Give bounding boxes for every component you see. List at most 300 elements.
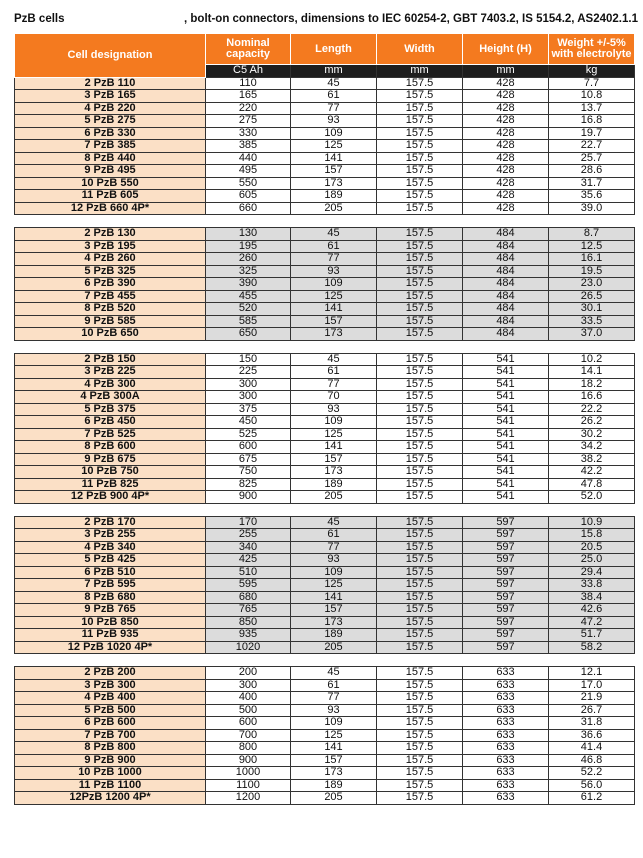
height-cell: 633 (463, 779, 549, 792)
cell-designation-cell: 10 PzB 550 (15, 177, 206, 190)
nominal-capacity-cell: 1200 (206, 792, 291, 805)
table-row (15, 240, 635, 253)
length-cell: 189 (291, 190, 377, 203)
width-cell: 157.5 (377, 253, 463, 266)
length-cell: 45 (291, 77, 377, 90)
weight-cell: 10.8 (549, 90, 635, 103)
length-cell: 173 (291, 616, 377, 629)
width-cell: 157.5 (377, 165, 463, 178)
width-cell: 157.5 (377, 779, 463, 792)
width-cell: 157.5 (377, 152, 463, 165)
length-cell: 45 (291, 353, 377, 366)
height-cell: 541 (463, 378, 549, 391)
nominal-capacity-cell: 275 (206, 115, 291, 128)
width-cell: 157.5 (377, 391, 463, 404)
weight-cell: 10.9 (549, 516, 635, 529)
weight-cell: 20.5 (549, 541, 635, 554)
weight-cell: 39.0 (549, 202, 635, 215)
height-cell: 484 (463, 303, 549, 316)
width-cell: 157.5 (377, 366, 463, 379)
weight-cell: 16.1 (549, 253, 635, 266)
table-row (15, 679, 635, 692)
nominal-capacity-cell: 520 (206, 303, 291, 316)
length-cell: 93 (291, 554, 377, 567)
cell-designation-cell: 10 PzB 750 (15, 466, 206, 479)
cell-designation-cell: 4 PzB 220 (15, 102, 206, 115)
cell-designation-cell: 7 PzB 455 (15, 290, 206, 303)
nominal-capacity-cell: 165 (206, 90, 291, 103)
cell-designation-cell: 5 PzB 275 (15, 115, 206, 128)
nominal-capacity-cell: 130 (206, 228, 291, 241)
height-cell: 541 (463, 403, 549, 416)
cell-designation-cell: 3 PzB 255 (15, 529, 206, 542)
cell-designation-cell: 9 PzB 900 (15, 754, 206, 767)
weight-cell: 36.6 (549, 729, 635, 742)
height-cell: 484 (463, 290, 549, 303)
width-cell: 157.5 (377, 315, 463, 328)
unit-capacity: C5 Ah (206, 65, 291, 78)
nominal-capacity-cell: 170 (206, 516, 291, 529)
cell-designation-cell: 3 PzB 225 (15, 366, 206, 379)
width-cell: 157.5 (377, 478, 463, 491)
weight-cell: 37.0 (549, 328, 635, 341)
width-cell: 157.5 (377, 692, 463, 705)
width-cell: 157.5 (377, 516, 463, 529)
length-cell: 109 (291, 566, 377, 579)
weight-cell: 7.7 (549, 77, 635, 90)
nominal-capacity-cell: 935 (206, 629, 291, 642)
length-cell: 125 (291, 729, 377, 742)
height-cell: 597 (463, 529, 549, 542)
table-header (15, 34, 635, 78)
table-row (15, 416, 635, 429)
weight-cell: 25.0 (549, 554, 635, 567)
table-row (15, 566, 635, 579)
cell-designation-cell: 7 PzB 700 (15, 729, 206, 742)
length-cell: 157 (291, 754, 377, 767)
height-cell: 633 (463, 717, 549, 730)
height-cell: 633 (463, 742, 549, 755)
table-row (15, 328, 635, 341)
cell-designation-cell: 12PzB 1200 4P* (15, 792, 206, 805)
weight-cell: 51.7 (549, 629, 635, 642)
unit-width: mm (377, 65, 463, 78)
weight-cell: 8.7 (549, 228, 635, 241)
length-cell: 157 (291, 604, 377, 617)
height-cell: 597 (463, 579, 549, 592)
table-row (15, 667, 635, 680)
height-cell: 428 (463, 152, 549, 165)
table-row (15, 516, 635, 529)
nominal-capacity-cell: 595 (206, 579, 291, 592)
length-cell: 93 (291, 265, 377, 278)
length-cell: 109 (291, 416, 377, 429)
cell-designation-cell: 10 PzB 1000 (15, 767, 206, 780)
cell-designation-cell: 12 PzB 900 4P* (15, 491, 206, 504)
length-cell: 173 (291, 177, 377, 190)
length-cell: 205 (291, 202, 377, 215)
height-cell: 541 (463, 441, 549, 454)
height-cell: 597 (463, 541, 549, 554)
width-cell: 157.5 (377, 278, 463, 291)
weight-cell: 34.2 (549, 441, 635, 454)
length-cell: 141 (291, 742, 377, 755)
table-row (15, 90, 635, 103)
table-row (15, 541, 635, 554)
length-cell: 157 (291, 453, 377, 466)
weight-cell: 18.2 (549, 378, 635, 391)
nominal-capacity-cell: 850 (206, 616, 291, 629)
height-cell: 541 (463, 478, 549, 491)
table-row (15, 491, 635, 504)
height-cell: 484 (463, 240, 549, 253)
nominal-capacity-cell: 495 (206, 165, 291, 178)
table-row (15, 165, 635, 178)
table-row (15, 127, 635, 140)
nominal-capacity-cell: 330 (206, 127, 291, 140)
height-cell: 633 (463, 754, 549, 767)
width-cell: 157.5 (377, 202, 463, 215)
cell-designation-cell: 6 PzB 600 (15, 717, 206, 730)
table-row (15, 692, 635, 705)
table-row (15, 591, 635, 604)
nominal-capacity-cell: 400 (206, 692, 291, 705)
weight-cell: 61.2 (549, 792, 635, 805)
height-cell: 484 (463, 278, 549, 291)
length-cell: 45 (291, 516, 377, 529)
cell-designation-cell: 10 PzB 650 (15, 328, 206, 341)
table-row (15, 353, 635, 366)
nominal-capacity-cell: 800 (206, 742, 291, 755)
table-row (15, 604, 635, 617)
height-cell: 597 (463, 641, 549, 654)
table-row (15, 767, 635, 780)
length-cell: 173 (291, 328, 377, 341)
cell-designation-cell: 5 PzB 375 (15, 403, 206, 416)
width-cell: 157.5 (377, 228, 463, 241)
cell-designation-cell: 9 PzB 765 (15, 604, 206, 617)
nominal-capacity-cell: 660 (206, 202, 291, 215)
weight-cell: 42.6 (549, 604, 635, 617)
table-row (15, 466, 635, 479)
length-cell: 70 (291, 391, 377, 404)
height-cell: 597 (463, 516, 549, 529)
cell-designation-cell: 7 PzB 385 (15, 140, 206, 153)
width-cell: 157.5 (377, 616, 463, 629)
height-cell: 541 (463, 391, 549, 404)
height-cell: 633 (463, 667, 549, 680)
cell-designation-cell: 3 PzB 195 (15, 240, 206, 253)
table-row (15, 253, 635, 266)
width-cell: 157.5 (377, 102, 463, 115)
weight-cell: 52.0 (549, 491, 635, 504)
cell-designation-cell: 6 PzB 450 (15, 416, 206, 429)
nominal-capacity-cell: 260 (206, 253, 291, 266)
weight-cell: 33.5 (549, 315, 635, 328)
width-cell: 157.5 (377, 742, 463, 755)
length-cell: 189 (291, 779, 377, 792)
length-cell: 173 (291, 767, 377, 780)
height-cell: 428 (463, 90, 549, 103)
height-cell: 428 (463, 165, 549, 178)
table-row (15, 177, 635, 190)
height-cell: 597 (463, 604, 549, 617)
table-row (15, 641, 635, 654)
height-cell: 597 (463, 566, 549, 579)
group-separator (15, 215, 635, 228)
cell-designation-cell: 2 PzB 170 (15, 516, 206, 529)
width-cell: 157.5 (377, 290, 463, 303)
weight-cell: 16.6 (549, 391, 635, 404)
header-length: Length (291, 34, 377, 65)
width-cell: 157.5 (377, 717, 463, 730)
nominal-capacity-cell: 375 (206, 403, 291, 416)
table-row (15, 616, 635, 629)
length-cell: 45 (291, 667, 377, 680)
cell-designation-cell: 4 PzB 340 (15, 541, 206, 554)
nominal-capacity-cell: 390 (206, 278, 291, 291)
cell-designation-cell: 8 PzB 440 (15, 152, 206, 165)
length-cell: 77 (291, 378, 377, 391)
length-cell: 61 (291, 366, 377, 379)
nominal-capacity-cell: 255 (206, 529, 291, 542)
cell-designation-cell: 11 PzB 935 (15, 629, 206, 642)
header-nominal-capacity: Nominal capacity (206, 34, 291, 65)
width-cell: 157.5 (377, 554, 463, 567)
table-row (15, 441, 635, 454)
width-cell: 157.5 (377, 378, 463, 391)
nominal-capacity-cell: 195 (206, 240, 291, 253)
length-cell: 141 (291, 441, 377, 454)
weight-cell: 26.7 (549, 704, 635, 717)
unit-height: mm (463, 65, 549, 78)
nominal-capacity-cell: 300 (206, 378, 291, 391)
cell-designation-cell: 5 PzB 425 (15, 554, 206, 567)
length-cell: 125 (291, 428, 377, 441)
group-separator (15, 340, 635, 353)
weight-cell: 29.4 (549, 566, 635, 579)
cell-designation-cell: 4 PzB 300 (15, 378, 206, 391)
weight-cell: 14.1 (549, 366, 635, 379)
cell-designation-cell: 6 PzB 510 (15, 566, 206, 579)
length-cell: 125 (291, 290, 377, 303)
header-width: Width (377, 34, 463, 65)
table-row (15, 742, 635, 755)
height-cell: 428 (463, 127, 549, 140)
nominal-capacity-cell: 110 (206, 77, 291, 90)
cell-designation-cell: 6 PzB 390 (15, 278, 206, 291)
length-cell: 77 (291, 692, 377, 705)
weight-cell: 19.5 (549, 265, 635, 278)
cell-spec-table (14, 33, 635, 805)
weight-cell: 47.8 (549, 478, 635, 491)
cell-designation-cell: 2 PzB 110 (15, 77, 206, 90)
width-cell: 157.5 (377, 265, 463, 278)
height-cell: 541 (463, 466, 549, 479)
height-cell: 428 (463, 102, 549, 115)
weight-cell: 13.7 (549, 102, 635, 115)
width-cell: 157.5 (377, 441, 463, 454)
height-cell: 428 (463, 115, 549, 128)
document-title: PzB cells (14, 13, 65, 25)
table-row (15, 629, 635, 642)
nominal-capacity-cell: 300 (206, 391, 291, 404)
height-cell: 597 (463, 591, 549, 604)
length-cell: 141 (291, 303, 377, 316)
cell-designation-cell: 11 PzB 1100 (15, 779, 206, 792)
nominal-capacity-cell: 700 (206, 729, 291, 742)
nominal-capacity-cell: 440 (206, 152, 291, 165)
nominal-capacity-cell: 455 (206, 290, 291, 303)
cell-designation-cell: 9 PzB 675 (15, 453, 206, 466)
height-cell: 597 (463, 629, 549, 642)
weight-cell: 31.8 (549, 717, 635, 730)
height-cell: 541 (463, 366, 549, 379)
length-cell: 125 (291, 579, 377, 592)
nominal-capacity-cell: 340 (206, 541, 291, 554)
weight-cell: 16.8 (549, 115, 635, 128)
width-cell: 157.5 (377, 591, 463, 604)
height-cell: 484 (463, 265, 549, 278)
length-cell: 77 (291, 253, 377, 266)
length-cell: 157 (291, 165, 377, 178)
length-cell: 109 (291, 127, 377, 140)
nominal-capacity-cell: 750 (206, 466, 291, 479)
nominal-capacity-cell: 585 (206, 315, 291, 328)
table-row (15, 729, 635, 742)
nominal-capacity-cell: 650 (206, 328, 291, 341)
length-cell: 141 (291, 591, 377, 604)
width-cell: 157.5 (377, 240, 463, 253)
length-cell: 109 (291, 717, 377, 730)
width-cell: 157.5 (377, 190, 463, 203)
table-row (15, 228, 635, 241)
weight-cell: 33.8 (549, 579, 635, 592)
width-cell: 157.5 (377, 140, 463, 153)
table-row (15, 265, 635, 278)
cell-designation-cell: 2 PzB 150 (15, 353, 206, 366)
height-cell: 484 (463, 315, 549, 328)
cell-designation-cell: 7 PzB 525 (15, 428, 206, 441)
weight-cell: 10.2 (549, 353, 635, 366)
cell-designation-cell: 8 PzB 800 (15, 742, 206, 755)
table-row (15, 152, 635, 165)
nominal-capacity-cell: 525 (206, 428, 291, 441)
length-cell: 125 (291, 140, 377, 153)
nominal-capacity-cell: 900 (206, 491, 291, 504)
separator-cell (15, 340, 635, 353)
nominal-capacity-cell: 900 (206, 754, 291, 767)
height-cell: 428 (463, 177, 549, 190)
separator-cell (15, 215, 635, 228)
width-cell: 157.5 (377, 641, 463, 654)
cell-designation-cell: 8 PzB 600 (15, 441, 206, 454)
weight-cell: 21.9 (549, 692, 635, 705)
weight-cell: 47.2 (549, 616, 635, 629)
nominal-capacity-cell: 605 (206, 190, 291, 203)
width-cell: 157.5 (377, 466, 463, 479)
cell-designation-cell: 12 PzB 660 4P* (15, 202, 206, 215)
width-cell: 157.5 (377, 90, 463, 103)
height-cell: 484 (463, 253, 549, 266)
cell-designation-cell: 2 PzB 130 (15, 228, 206, 241)
width-cell: 157.5 (377, 115, 463, 128)
weight-cell: 23.0 (549, 278, 635, 291)
length-cell: 61 (291, 90, 377, 103)
cell-designation-cell: 9 PzB 585 (15, 315, 206, 328)
cell-designation-cell: 12 PzB 1020 4P* (15, 641, 206, 654)
table-row (15, 779, 635, 792)
width-cell: 157.5 (377, 679, 463, 692)
cell-designation-cell: 6 PzB 330 (15, 127, 206, 140)
cell-designation-cell: 11 PzB 825 (15, 478, 206, 491)
width-cell: 157.5 (377, 177, 463, 190)
width-cell: 157.5 (377, 754, 463, 767)
cell-designation-cell: 4 PzB 300A (15, 391, 206, 404)
nominal-capacity-cell: 675 (206, 453, 291, 466)
table-row (15, 303, 635, 316)
unit-length: mm (291, 65, 377, 78)
length-cell: 109 (291, 278, 377, 291)
table-row (15, 290, 635, 303)
width-cell: 157.5 (377, 328, 463, 341)
cell-designation-cell: 3 PzB 300 (15, 679, 206, 692)
table-row (15, 102, 635, 115)
table-row (15, 391, 635, 404)
nominal-capacity-cell: 500 (206, 704, 291, 717)
height-cell: 633 (463, 704, 549, 717)
height-cell: 428 (463, 190, 549, 203)
weight-cell: 30.1 (549, 303, 635, 316)
table-row (15, 428, 635, 441)
weight-cell: 38.2 (549, 453, 635, 466)
nominal-capacity-cell: 385 (206, 140, 291, 153)
table-row (15, 792, 635, 805)
nominal-capacity-cell: 600 (206, 441, 291, 454)
width-cell: 157.5 (377, 629, 463, 642)
width-cell: 157.5 (377, 667, 463, 680)
length-cell: 141 (291, 152, 377, 165)
height-cell: 541 (463, 353, 549, 366)
nominal-capacity-cell: 150 (206, 353, 291, 366)
table-row (15, 278, 635, 291)
group-separator (15, 503, 635, 516)
nominal-capacity-cell: 765 (206, 604, 291, 617)
table-row (15, 717, 635, 730)
table-row (15, 190, 635, 203)
weight-cell: 31.7 (549, 177, 635, 190)
height-cell: 633 (463, 729, 549, 742)
weight-cell: 52.2 (549, 767, 635, 780)
table-row (15, 554, 635, 567)
table-row (15, 202, 635, 215)
cell-designation-cell: 7 PzB 595 (15, 579, 206, 592)
cell-designation-cell: 2 PzB 200 (15, 667, 206, 680)
table-row (15, 77, 635, 90)
length-cell: 205 (291, 641, 377, 654)
length-cell: 189 (291, 478, 377, 491)
width-cell: 157.5 (377, 428, 463, 441)
cell-designation-cell: 9 PzB 495 (15, 165, 206, 178)
width-cell: 157.5 (377, 767, 463, 780)
height-cell: 597 (463, 554, 549, 567)
width-cell: 157.5 (377, 453, 463, 466)
width-cell: 157.5 (377, 579, 463, 592)
table-row (15, 529, 635, 542)
nominal-capacity-cell: 600 (206, 717, 291, 730)
cell-designation-cell: 10 PzB 850 (15, 616, 206, 629)
width-cell: 157.5 (377, 604, 463, 617)
